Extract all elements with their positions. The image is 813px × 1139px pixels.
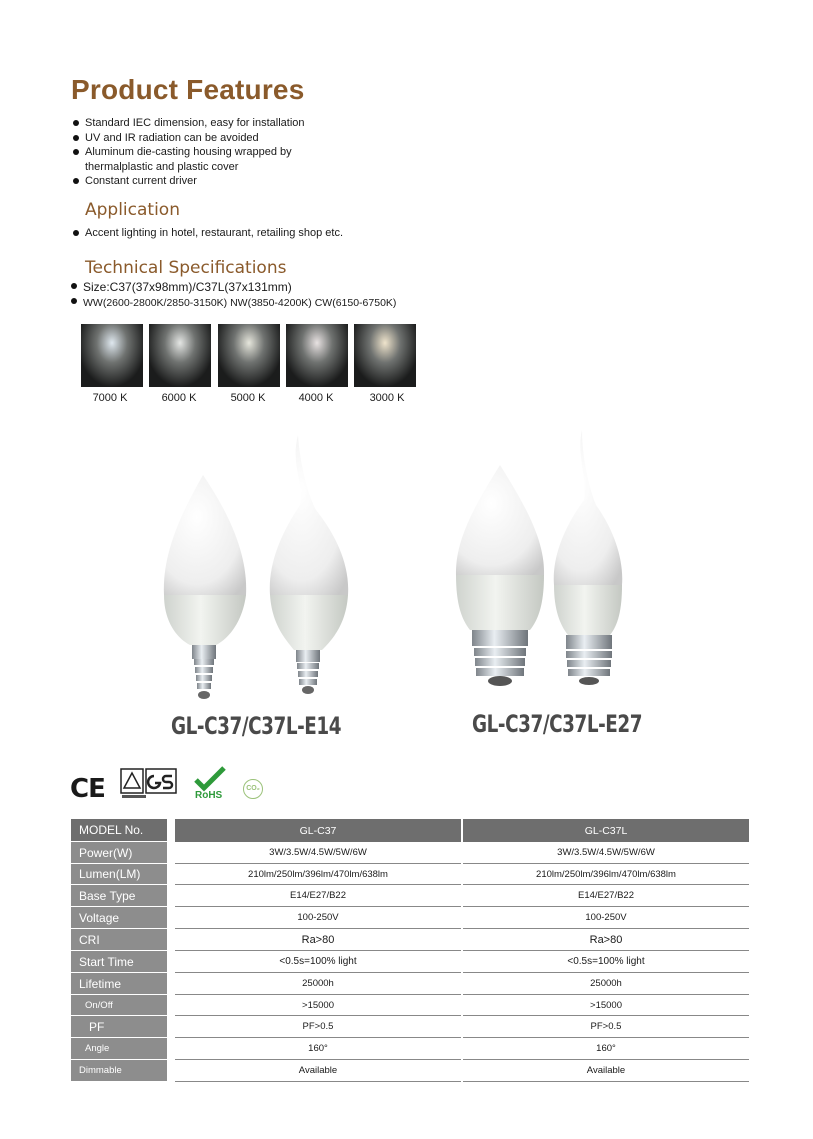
product-bulbs-image [140, 425, 680, 715]
page-title: Product Features [71, 74, 305, 105]
row-label: PF [71, 1016, 167, 1038]
row-value-2: E14/E27/B22 [463, 885, 749, 907]
bullet-icon [71, 283, 77, 289]
row-value-2: 100-250V [463, 907, 749, 929]
feature-item: Standard IEC dimension, easy for installation [71, 116, 305, 131]
bullet-icon [71, 298, 77, 304]
row-value-1: Available [175, 1060, 461, 1082]
cct-text: WW(2600-2800K/2850-3150K) NW(3850-4200K) CW(6150-6750K) [83, 297, 397, 309]
bulb-e27-tailed [554, 430, 623, 685]
table-header-row [71, 819, 749, 842]
swatch-label: 7000 K [92, 392, 128, 404]
row-label: Angle [71, 1038, 167, 1060]
swatch-label: 6000 K [161, 392, 197, 404]
feature-item-continued: thermalplastic and plastic cover [85, 160, 239, 173]
table-row [71, 929, 749, 951]
row-value-1: 25000h [175, 973, 461, 995]
row-value-2: 160° [463, 1038, 749, 1060]
row-value-2: <0.5s=100% light [463, 951, 749, 973]
table-row [71, 1016, 749, 1038]
row-label: Power(W) [71, 842, 167, 864]
application-list [71, 226, 343, 241]
feature-item: Aluminum die-casting housing wrapped by [71, 145, 305, 160]
model-e14-label: GL-C37/C37L-E14 [171, 712, 342, 740]
table-row [71, 907, 749, 929]
header-col2: GL-C37L [463, 819, 749, 842]
gs-tuv-mark-icon [120, 768, 178, 800]
row-value-2: 25000h [463, 973, 749, 995]
bulb-e27-candle [456, 465, 544, 686]
row-label: Lumen(LM) [71, 864, 167, 885]
table-row [71, 951, 749, 973]
rohs-mark: RoHS [195, 790, 223, 801]
swatch-label: 5000 K [230, 392, 266, 404]
row-value-2: 210lm/250lm/396lm/470lm/638lm [463, 864, 749, 885]
feature-item: UV and IR radiation can be avoided [71, 131, 305, 146]
table-row [71, 1060, 749, 1082]
feature-item: Constant current driver [71, 174, 305, 189]
row-value-1: 160° [175, 1038, 461, 1060]
co2-mark: CO₂ [243, 779, 263, 799]
bulb-e14-tailed [270, 435, 348, 694]
row-label: Start Time [71, 951, 167, 973]
row-value-1: 3W/3.5W/4.5W/5W/6W [175, 842, 461, 864]
row-value-2: Available [463, 1060, 749, 1082]
size-spec [71, 280, 292, 294]
row-value-2: 3W/3.5W/4.5W/5W/6W [463, 842, 749, 864]
table-row [71, 995, 749, 1016]
swatch-3000k [354, 324, 416, 387]
row-label: On/Off [71, 995, 167, 1016]
size-text: Size:C37(37x98mm)/C37L(37x131mm) [83, 280, 292, 294]
row-value-2: Ra>80 [463, 929, 749, 951]
row-label: Base Type [71, 885, 167, 907]
row-label: Voltage [71, 907, 167, 929]
application-heading: Application [85, 200, 180, 220]
swatch-label: 3000 K [369, 392, 405, 404]
model-e27-label: GL-C37/C37L-E27 [472, 710, 643, 738]
row-label: CRI [71, 929, 167, 951]
ce-mark: CE [70, 774, 105, 804]
table-row [71, 885, 749, 907]
row-value-2: PF>0.5 [463, 1016, 749, 1038]
header-col1: GL-C37 [175, 819, 461, 842]
row-value-1: 100-250V [175, 907, 461, 929]
swatch-label: 4000 K [298, 392, 334, 404]
swatch-6000k [149, 324, 211, 387]
header-label: MODEL No. [71, 819, 167, 842]
row-value-1: 210lm/250lm/396lm/470lm/638lm [175, 864, 461, 885]
row-value-1: >15000 [175, 995, 461, 1016]
table-row [71, 842, 749, 864]
row-value-1: PF>0.5 [175, 1016, 461, 1038]
table-row [71, 973, 749, 995]
row-value-1: <0.5s=100% light [175, 951, 461, 973]
swatch-5000k [218, 324, 280, 387]
tech-heading: Technical Specifications [85, 258, 287, 278]
swatch-4000k [286, 324, 348, 387]
cct-spec [71, 297, 396, 309]
row-value-2: >15000 [463, 995, 749, 1016]
row-value-1: Ra>80 [175, 929, 461, 951]
table-row [71, 864, 749, 885]
application-item: Accent lighting in hotel, restaurant, retailing shop etc. [71, 226, 343, 241]
table-row [71, 1038, 749, 1060]
row-value-1: E14/E27/B22 [175, 885, 461, 907]
row-label: Lifetime [71, 973, 167, 995]
row-label: Dimmable [71, 1060, 167, 1082]
features-list [71, 116, 305, 189]
spec-table [71, 819, 749, 1082]
bulb-e14-candle [164, 475, 246, 699]
swatch-7000k [81, 324, 143, 387]
